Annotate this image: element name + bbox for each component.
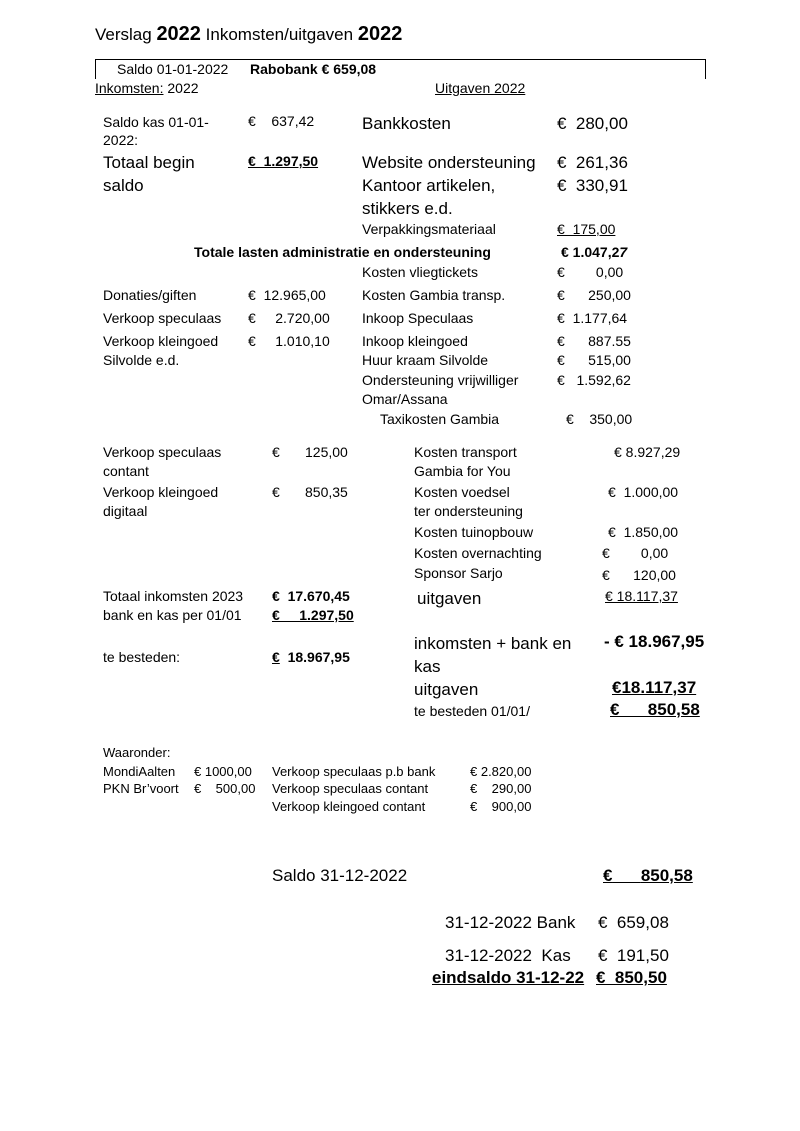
totale-lasten-main: € 1.047,2: [561, 244, 620, 260]
expense-row-value: € 1.592,62: [557, 372, 631, 388]
voedsel-value: € 1.000,00: [608, 484, 679, 500]
inkomsten-title: [95, 80, 199, 97]
contant-label-1: Verkoop speculaas: [103, 444, 222, 460]
uitgaven2-value: €18.117,37: [612, 678, 697, 697]
uitgaven-label: uitgaven: [417, 589, 482, 608]
contant-value: 125,00: [305, 444, 348, 460]
bank-kas-label: bank en kas per 01/01: [103, 607, 242, 623]
inkomsten-year: 2022: [167, 80, 199, 96]
kantoor-label-2: stikkers e.d.: [362, 199, 453, 218]
omar-label: Omar/Assana: [362, 391, 448, 407]
verpakking-label: Verpakkingsmateriaal: [362, 221, 496, 237]
kantoor-label-1: Kantoor artikelen,: [362, 176, 496, 195]
contant-label-2: contant: [103, 463, 149, 479]
bank-kas-value: € 1.297,50: [272, 607, 354, 623]
digitaal-value: 850,35: [305, 484, 348, 500]
title-prefix: Verslag: [95, 25, 152, 44]
taxi-value: € 350,00: [566, 411, 633, 427]
expense-row-value: € 515,00: [557, 352, 631, 368]
expense-row-value: € 1.177,64: [557, 310, 628, 326]
title-year-2: 2022: [357, 23, 403, 45]
waaronder-title: Waaronder:: [103, 745, 171, 760]
report-title: [95, 22, 402, 46]
income-row-label: Donaties/giften: [103, 287, 197, 303]
final-bank-label: 31-12-2022 Bank: [445, 913, 576, 932]
expense-row-label: Kosten Gambia transp.: [362, 287, 506, 303]
saldo-kas-label-2: 2022:: [103, 132, 139, 148]
income-row-value: € 2.720,00: [248, 310, 330, 326]
income-row-value: € 12.965,00: [248, 287, 326, 303]
silvolde-label: Silvolde e.d.: [103, 352, 180, 368]
verkoop-label: Verkoop speculaas contant: [272, 781, 429, 796]
verkoop-value: € 290,00: [470, 781, 532, 796]
donor-value: € 500,00: [194, 781, 256, 796]
title-year-1: 2022: [156, 23, 201, 45]
donor-value: € 1000,00: [194, 764, 252, 779]
contant-euro: €: [272, 444, 280, 460]
expense-row-value: € 250,00: [557, 287, 631, 303]
final-kas-label: 31-12-2022 Kas: [445, 946, 571, 965]
final-bank-value: € 659,08: [598, 913, 669, 932]
te-besteden-euro: €: [272, 649, 280, 665]
totale-lasten-value: [561, 244, 627, 261]
te-besteden-amount: 18.967,95: [279, 649, 350, 665]
totaal-inkomsten-value: € 17.670,45: [272, 588, 350, 604]
uitgaven2-label: uitgaven: [414, 680, 479, 699]
verkoop-value: € 900,00: [470, 799, 532, 814]
bankkosten-label: Bankkosten: [362, 114, 451, 133]
besteden-value: € 850,58: [610, 700, 700, 719]
sarjo-value: € 120,00: [602, 567, 676, 583]
totale-lasten-label: Totale lasten administratie en ondersteuning: [194, 244, 491, 260]
saldo-end-value: [603, 866, 693, 886]
eindsaldo-value: € 850,50: [596, 968, 667, 987]
taxi-label: Taxikosten Gambia: [380, 411, 500, 427]
ink-bank-label-1: inkomsten + bank en: [414, 634, 572, 653]
verkoop-value: € 2.820,00: [470, 764, 532, 779]
expense-row-label: Inkoop Speculaas: [362, 310, 474, 326]
income-row-label: Verkoop kleingoed: [103, 333, 219, 349]
ink-bank-label-2: kas: [414, 657, 441, 676]
expense-row-label: Huur kraam Silvolde: [362, 352, 489, 368]
uitgaven-title: Uitgaven 2022: [435, 80, 526, 96]
bankkosten-value: € 280,00: [557, 114, 628, 133]
expense-row-label: Inkoop kleingoed: [362, 333, 468, 349]
te-besteden-value: [272, 649, 350, 666]
website-value: € 261,36: [557, 153, 628, 172]
income-row-label: Verkoop speculaas: [103, 310, 222, 326]
saldo-begin-label: Saldo 01-01-2022: [117, 61, 229, 77]
saldo-end-label: Saldo 31-12-2022: [272, 866, 408, 885]
verpakking-value: € 175,00: [557, 221, 616, 237]
tuin-value: € 1.850,00: [608, 524, 679, 540]
totaal-inkomsten-label: Totaal inkomsten 2023: [103, 588, 244, 604]
donor-name: PKN Br’voort: [103, 781, 179, 796]
final-kas-value: € 191,50: [598, 946, 669, 965]
kantoor-value: € 330,91: [557, 176, 628, 195]
overnachting-value: € 0,00: [602, 545, 669, 561]
voedsel-label-1: Kosten voedsel: [414, 484, 510, 500]
ink-bank-value: - € 18.967,95: [604, 632, 705, 651]
totaal-begin-value: € 1.297,50: [248, 153, 319, 169]
uitgaven-value: € 18.117,37: [605, 588, 678, 604]
overnachting-label: Kosten overnachting: [414, 545, 542, 561]
totaal-begin-label-2: saldo: [103, 176, 144, 195]
expense-row-label: Kosten vliegtickets: [362, 264, 478, 280]
totaal-begin-label-1: Totaal begin: [103, 153, 195, 172]
transport-label-1: Kosten transport: [414, 444, 517, 460]
digitaal-label-1: Verkoop kleingoed: [103, 484, 219, 500]
expense-row-value: € 887.55: [557, 333, 631, 349]
expense-row-value: € 0,00: [557, 264, 624, 280]
verkoop-label: Verkoop speculaas p.b bank: [272, 764, 436, 779]
tuin-label: Kosten tuinopbouw: [414, 524, 534, 540]
saldo-end-amount: 850,58: [640, 866, 693, 885]
digitaal-euro: €: [272, 484, 280, 500]
transport-label-2: Gambia for You: [414, 463, 511, 479]
voedsel-label-2: ter ondersteuning: [414, 503, 523, 519]
expense-row-label: Ondersteuning vrijwilliger: [362, 372, 519, 388]
saldo-begin-bank: Rabobank € 659,08: [250, 61, 377, 77]
saldo-kas-value: € 637,42: [248, 113, 315, 129]
sarjo-label: Sponsor Sarjo: [414, 565, 503, 581]
eindsaldo-label: eindsaldo 31-12-22: [432, 968, 585, 987]
income-row-value: € 1.010,10: [248, 333, 330, 349]
te-besteden-label: te besteden:: [103, 649, 181, 665]
donor-name: MondiAalten: [103, 764, 176, 779]
totale-lasten-end: 7: [619, 244, 628, 260]
website-label: Website ondersteuning: [362, 153, 536, 172]
besteden-label: te besteden 01/01/: [414, 703, 530, 719]
inkomsten-label: Inkomsten:: [95, 80, 164, 96]
digitaal-label-2: digitaal: [103, 503, 148, 519]
title-middle: Inkomsten/uitgaven: [205, 25, 354, 44]
transport-value: € 8.927,29: [614, 444, 681, 460]
saldo-kas-label-1: Saldo kas 01-01-: [103, 114, 209, 130]
saldo-end-euro: €: [603, 866, 613, 885]
verkoop-label: Verkoop kleingoed contant: [272, 799, 426, 814]
